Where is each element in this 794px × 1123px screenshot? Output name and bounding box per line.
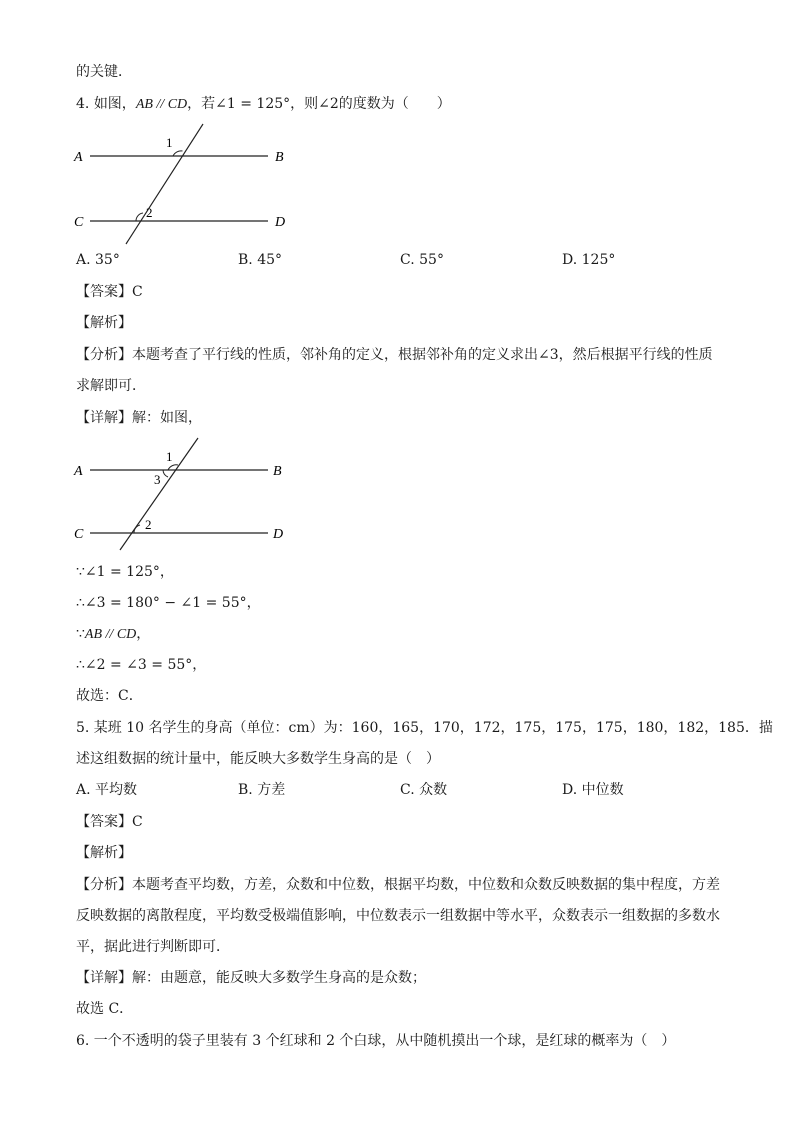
conclusion-text: 故选 C． [76, 1001, 134, 1017]
line-ab: AB [84, 627, 103, 642]
label-angle-2: 2 [146, 205, 153, 220]
detail-text: 解：如图， [132, 410, 202, 426]
label-angle-1: 1 [166, 135, 173, 150]
analysis-text: 平，据此进行判断即可． [76, 939, 230, 955]
option-letter: D. [562, 782, 578, 798]
detail-label: 【详解】 [76, 970, 132, 986]
transversal [126, 124, 203, 244]
line-cd: CD [167, 97, 188, 112]
answer-label: 【答案】 [76, 284, 132, 300]
label-b: B [273, 464, 282, 479]
line-ab: AB [135, 97, 153, 112]
q5-answer [76, 812, 734, 832]
q6-stem [76, 1031, 734, 1051]
q4-step-1 [76, 562, 734, 582]
angle-3-arc [163, 470, 168, 477]
q4-step-4 [76, 655, 734, 675]
analysis-text: 求解即可． [76, 378, 146, 394]
label-c: C [74, 215, 84, 230]
detail-text: 解：由题意，能反映大多数学生身高的是众数； [132, 970, 426, 986]
conclusion-text: 故选：C． [76, 688, 143, 704]
q4-explanation-heading [76, 313, 734, 333]
answer-value: C [132, 284, 143, 300]
label-angle-3: 3 [154, 472, 161, 487]
stem-text: 述这组数据的统计量中，能反映大多数学生身高的是（ ） [76, 751, 440, 767]
stem-text: 6. 一个不透明的袋子里装有 3 个红球和 2 个白球，从中随机摸出一个球，是红球的概率为（ ） [76, 1033, 676, 1049]
q5-option-a [76, 780, 137, 800]
q4-conclusion [76, 686, 734, 706]
q5-option-b [238, 780, 285, 800]
question-number: 4. [76, 96, 90, 112]
option-letter: C. [400, 252, 415, 268]
q5-option-c [400, 780, 447, 800]
analysis-text: 本题考查了平行线的性质，邻补角的定义，根据邻补角的定义求出∠3，然后根据平行线的性质 [132, 347, 713, 363]
q5-stem-line2 [76, 749, 734, 769]
q5-option-d [562, 780, 624, 800]
q4-option-b [238, 250, 282, 270]
label-angle-2: 2 [145, 517, 152, 532]
q5-analysis-line2 [76, 906, 734, 926]
answer-value: C [132, 814, 143, 830]
option-text: 125° [581, 252, 616, 268]
q4-option-c [400, 250, 444, 270]
q5-explanation-heading [76, 843, 734, 863]
figure-parallel-lines-2 [70, 432, 300, 560]
q4-analysis-line1 [76, 345, 734, 365]
option-text: 众数 [419, 782, 448, 798]
previous-question-tail [76, 62, 734, 82]
step-text: ， [136, 626, 151, 642]
q4-stem [76, 94, 734, 115]
q4-step-3 [76, 624, 734, 645]
option-text: 45° [257, 252, 283, 268]
label-b: B [275, 150, 284, 165]
explanation-label: 【解析】 [76, 315, 132, 331]
analysis-text: 反映数据的离散程度，平均数受极端值影响，中位数表示一组数据中等水平，众数表示一组数据的多数水 [76, 908, 720, 924]
q5-stem-line1 [76, 718, 773, 738]
analysis-text: 本题考查平均数，方差，众数和中位数，根据平均数，中位数和众数反映数据的集中程度，方差 [132, 877, 720, 893]
label-a: A [74, 150, 83, 165]
stem-text: 如图， [93, 96, 136, 112]
step-text: ∵∠1 = 125°， [76, 564, 174, 580]
parallel-symbol: // [152, 97, 168, 112]
step-text: ∴∠2 = ∠3 = 55°， [76, 657, 207, 673]
q5-analysis-line3 [76, 937, 734, 957]
q4-answer [76, 282, 734, 302]
analysis-label: 【分析】 [76, 877, 132, 893]
line-cd: CD [116, 627, 137, 642]
stem-text: ，若∠1 = 125°，则∠2的度数为（ ） [187, 96, 451, 112]
option-text: 平均数 [95, 782, 138, 798]
q4-analysis-line2 [76, 376, 734, 396]
figure-parallel-lines-1 [70, 118, 300, 248]
step-text: ∵ [76, 626, 85, 642]
label-d: D [275, 215, 286, 230]
option-letter: D. [562, 252, 578, 268]
option-letter: C. [400, 782, 415, 798]
parallel-symbol: // [102, 627, 117, 642]
angle-2-arc [134, 525, 140, 533]
option-letter: B. [238, 252, 253, 268]
q4-option-a [76, 250, 120, 270]
analysis-label: 【分析】 [76, 347, 132, 363]
label-c: C [74, 527, 84, 542]
label-d: D [273, 527, 284, 542]
option-letter: A. [76, 782, 91, 798]
step-text: ∴∠3 = 180° − ∠1 = 55°， [76, 595, 261, 611]
q5-conclusion [76, 999, 734, 1019]
option-letter: A. [76, 252, 91, 268]
option-text: 方差 [257, 782, 286, 798]
option-letter: B. [238, 782, 253, 798]
text-fragment: 的关键． [76, 64, 132, 80]
angle-1-arc [173, 151, 183, 156]
detail-label: 【详解】 [76, 410, 132, 426]
q4-detail [76, 408, 734, 428]
answer-label: 【答案】 [76, 814, 132, 830]
q4-option-d [562, 250, 615, 270]
q4-step-2 [76, 593, 734, 613]
stem-text: 5. 某班 10 名学生的身高（单位：cm）为：160，165，170，172，175，175，175，180，182，185．描 [76, 720, 773, 736]
explanation-label: 【解析】 [76, 845, 132, 861]
q5-analysis-line1 [76, 875, 734, 895]
q5-detail [76, 968, 734, 988]
option-text: 55° [419, 252, 444, 268]
option-text: 中位数 [581, 782, 624, 798]
label-angle-1: 1 [166, 449, 173, 464]
label-a: A [74, 464, 83, 479]
option-text: 35° [95, 252, 120, 268]
